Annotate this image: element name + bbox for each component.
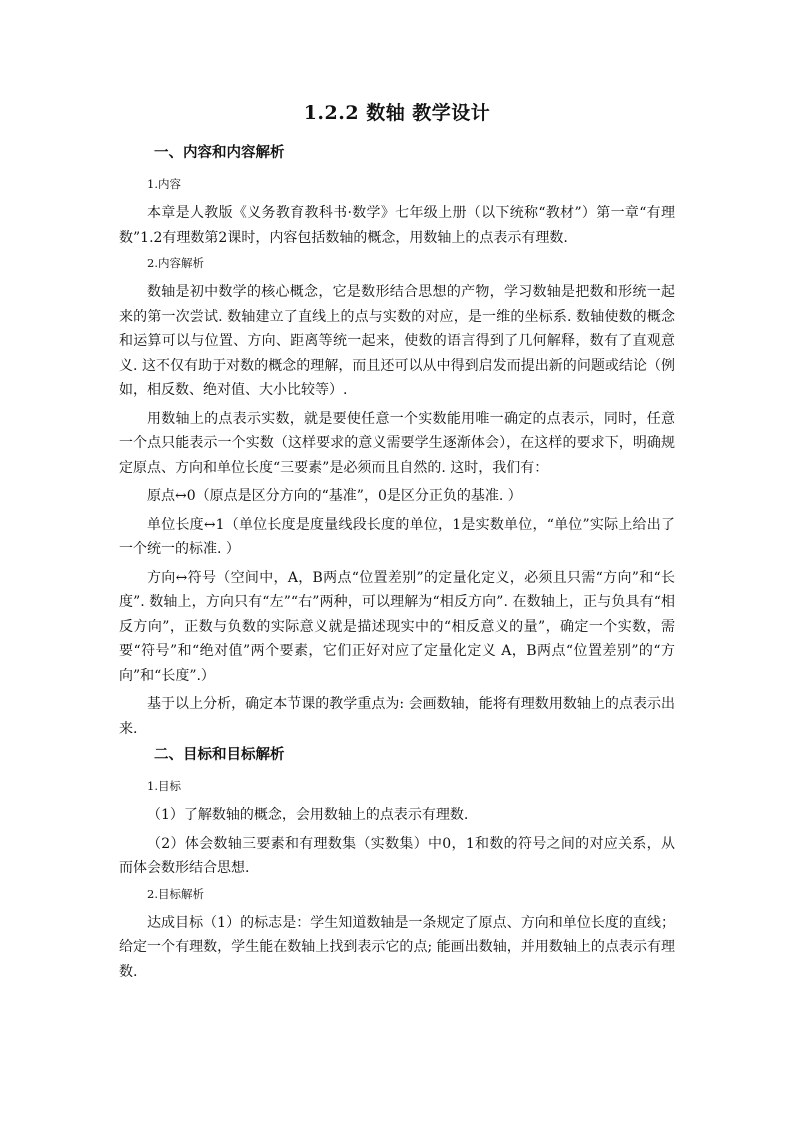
subheading-goals: 1.目标 (147, 779, 181, 793)
document-title: 1.2.2 数轴 教学设计 (303, 102, 491, 124)
subheading-goal-analysis: 2.目标解析 (147, 886, 204, 901)
subheading-content-analysis: 2.内容解析 (147, 256, 204, 270)
paragraph-goal-2: （2）体会数轴三要素和有理数集（实数集）中0，1和数的符号之间的对应关系，从而体会数形结合思想. (119, 835, 675, 876)
paragraph-teaching-focus: 基于以上分析，确定本节课的教学重点为: 会画数轴，能将有理数用数轴上的点表示出来. (119, 696, 675, 737)
section-heading-goals: 二、目标和目标解析 (154, 746, 285, 763)
paragraph-content-intro: 本章是人教版《义务教育教科书·数学》七年级上册（以下统称“教材”）第一章“有理数”1.2有理数第2课时，内容包括数轴的概念，用数轴上的点表示有理数. (119, 205, 675, 246)
paragraph-goal-1: （1）了解数轴的概念，会用数轴上的点表示有理数. (147, 807, 469, 823)
paragraph-origin: 原点↔0（原点是区分方向的“基准”，0是区分正负的基准. ） (147, 488, 522, 504)
paragraph-direction-sign: 方向↔符号（空间中，A，B两点“位置差别”的定量化定义，必须且只需“方向”和“长度”. 数轴上，方向只有“左”“右”两种，可以理解为“相反方向”. 在数轴上，正与负具有“相反方向”，正数与负数的实际意义就是描述现实中的“相反意义的量”，确定一个实数，需要“符号”和“绝对值”两个要素，它们正好对应了定量化定义 A，B两点“位置差别”的“方向”和“长度”.） (119, 569, 675, 684)
document-content (119, 98, 675, 988)
paragraph-goal-analysis: 达成目标（1）的标志是：学生知道数轴是一条规定了原点、方向和单位长度的直线；给定一个有理数，学生能在数轴上找到表示它的点; 能画出数轴，并用数轴上的点表示有理数. (119, 914, 675, 980)
subheading-content: 1.内容 (147, 177, 181, 191)
paragraph-point-representation: 用数轴上的点表示实数，就是要使任意一个实数能用唯一确定的点表示，同时，任意一个点只能表示一个实数（这样要求的意义需要学生逐渐体会），在这样的要求下，明确规定原点、方向和单位长度“三要素”是必须而且自然的. 这时，我们有： (119, 410, 675, 476)
paragraph-number-line-core: 数轴是初中数学的核心概念，它是数形结合思想的产物，学习数轴是把数和形统一起来的第一次尝试. 数轴建立了直线上的点与实数的对应，是一维的坐标系. 数轴使数的概念和运算可以与位置、方向、距离等统一起来，使数的语言得到了几何解释，数有了直观意义. 这不仅有助于对数的概念的理解，而且还可以从中得到启发而提出新的问题或结论（例如，相反数、绝对值、大小比较等）. (119, 284, 675, 398)
section-heading-content: 一、内容和内容解析 (154, 144, 285, 161)
paragraph-unit-length: 单位长度↔1（单位长度是度量线段长度的单位，1是实数单位，“单位”实际上给出了一个统一的标准. ） (119, 516, 675, 557)
